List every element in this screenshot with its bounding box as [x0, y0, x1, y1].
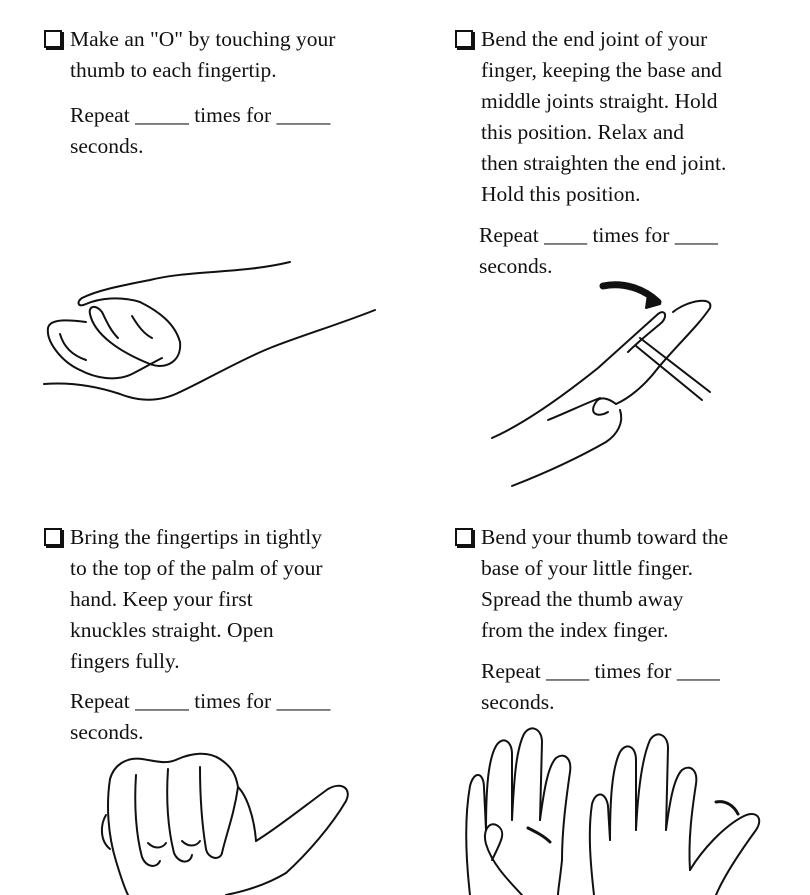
exercise-1-repeat: Repeat _____ times for _____ seconds. [70, 103, 331, 158]
exercise-2-instruction: Bend the end joint of your finger, keeping the base and middle joints straight. Hold this position. Relax and then straighten the end joint. Hold this position. [481, 27, 727, 206]
thumb-bend-spread-illustration [462, 720, 782, 895]
exercise-2-checkbox[interactable] [455, 30, 473, 48]
fingertips-to-palm-illustration [96, 745, 356, 895]
exercise-3-instruction: Bring the fingertips in tightly to the top of the palm of your hand. Keep your first knuckles straight. Open fingers fully. [70, 525, 323, 673]
exercise-3 [44, 522, 424, 762]
exercise-3-checkbox[interactable] [44, 528, 62, 546]
exercise-4-checkbox[interactable] [455, 528, 473, 546]
exercise-4 [455, 522, 800, 732]
exercise-1-checkbox[interactable] [44, 30, 62, 48]
exercise-1-instruction: Make an "O" by touching your thumb to each fingertip. [70, 27, 336, 82]
exercise-4-repeat: Repeat ____ times for ____ seconds. [481, 659, 720, 714]
finger-end-joint-bend-illustration [488, 272, 728, 492]
hand-o-shape-illustration [40, 252, 400, 432]
exercise-4-instruction: Bend your thumb toward the base of your little finger. Spread the thumb away from the index finger. [481, 525, 729, 642]
exercise-3-repeat: Repeat _____ times for _____ seconds. [70, 689, 331, 744]
exercise-2-repeat: Repeat ____ times for ____ seconds. [479, 223, 718, 278]
